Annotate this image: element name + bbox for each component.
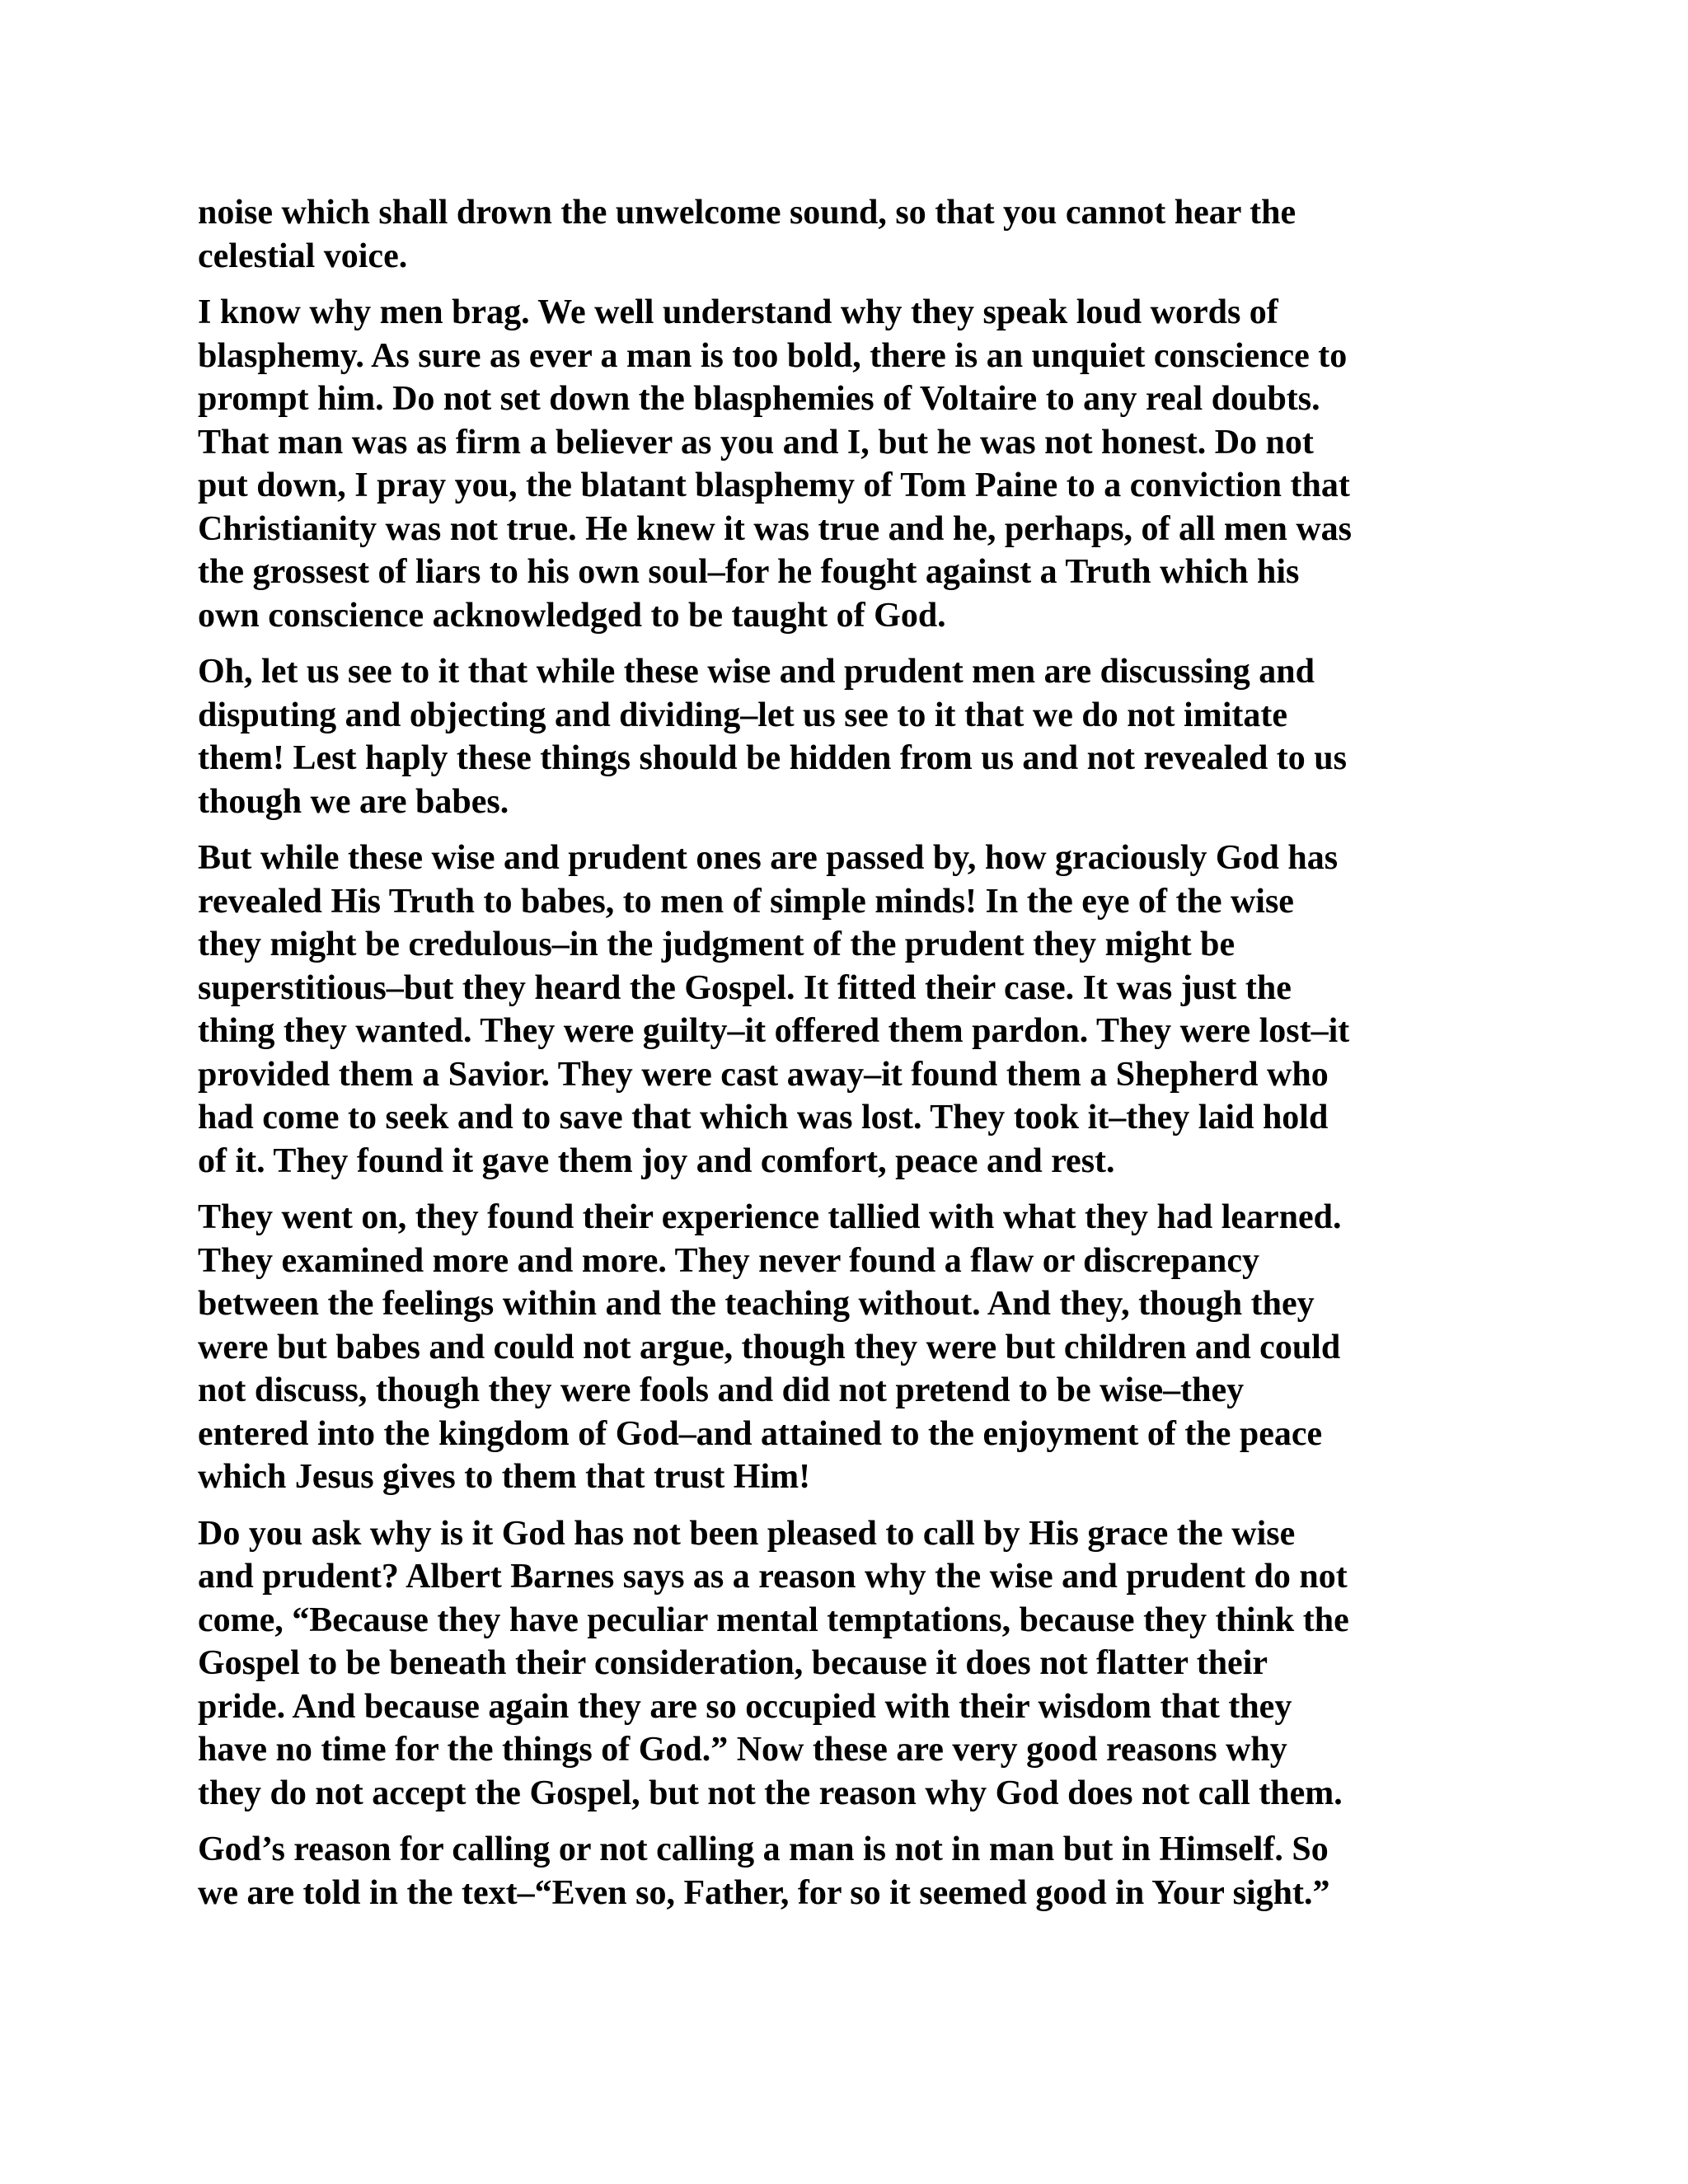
text-line: come, “Because they have peculiar mental temptations, because they think the (198, 1601, 1349, 1639)
text-line: God’s reason for calling or not calling a man is not in man but in Himself. So (198, 1830, 1329, 1868)
text-line: which Jesus gives to them that trust Him! (198, 1458, 811, 1496)
text-line: have no time for the things of God.” Now these are very good reasons why (198, 1731, 1287, 1769)
text-line: put down, I pray you, the blatant blasphemy of Tom Paine to a conviction that (198, 466, 1350, 504)
text-line: Oh, let us see to it that while these wise and prudent men are discussing and (198, 653, 1315, 691)
text-line: though we are babes. (198, 782, 509, 821)
paragraph (198, 291, 1500, 637)
text-line: them! Lest haply these things should be hidden from us and not revealed to us (198, 739, 1347, 777)
paragraph (198, 1828, 1500, 1915)
text-line: and prudent? Albert Barnes says as a reason why the wise and prudent do not (198, 1558, 1348, 1596)
text-line: were but babes and could not argue, though they were but children and could (198, 1328, 1341, 1366)
text-line: They examined more and more. They never found a flaw or discrepancy (198, 1241, 1260, 1280)
paragraph (198, 1512, 1500, 1816)
text-line: I know why men brag. We well understand why they speak loud words of (198, 293, 1278, 331)
text-line: prompt him. Do not set down the blasphemies of Voltaire to any real doubts. (198, 380, 1320, 418)
text-line: noise which shall drown the unwelcome sound, so that you cannot hear the (198, 194, 1296, 232)
text-line: pride. And because again they are so occupied with their wisdom that they (198, 1687, 1292, 1726)
paragraph (198, 191, 1500, 278)
text-line: between the feelings within and the teaching without. And they, though they (198, 1285, 1315, 1323)
text-line: revealed His Truth to babes, to men of simple minds! In the eye of the wise (198, 882, 1294, 921)
paragraph (198, 1196, 1500, 1499)
text-line: thing they wanted. They were guilty–it offered them pardon. They were lost–it (198, 1012, 1350, 1050)
text-line: not discuss, though they were fools and did not pretend to be wise–they (198, 1371, 1245, 1409)
text-line: disputing and objecting and dividing–let us see to it that we do not imitate (198, 696, 1287, 734)
text-line: Gospel to be beneath their consideration, because it does not flatter their (198, 1644, 1268, 1682)
text-line: the grossest of liars to his own soul–for he fought against a Truth which his (198, 553, 1300, 591)
text-line: blasphemy. As sure as ever a man is too bold, there is an unquiet conscience to (198, 336, 1348, 375)
text-line: of it. They found it gave them joy and comfort, peace and rest. (198, 1141, 1115, 1180)
text-line: provided them a Savior. They were cast away–it found them a Shepherd who (198, 1055, 1329, 1094)
text-line: Christianity was not true. He knew it was true and he, perhaps, of all men was (198, 509, 1353, 548)
text-line: they do not accept the Gospel, but not the reason why God does not call them. (198, 1774, 1343, 1812)
text-line: own conscience acknowledged to be taught of God. (198, 596, 946, 635)
text-line: superstitious–but they heard the Gospel. It fitted their case. It was just the (198, 968, 1292, 1007)
text-line: entered into the kingdom of God–and attained to the enjoyment of the peace (198, 1414, 1323, 1453)
text-line: celestial voice. (198, 237, 408, 275)
text-line: But while these wise and prudent ones are passed by, how graciously God has (198, 839, 1339, 877)
text-line: They went on, they found their experience tallied with what they had learned. (198, 1198, 1342, 1236)
paragraph (198, 837, 1500, 1183)
text-line: Do you ask why is it God has not been pleased to call by His grace the wise (198, 1514, 1296, 1553)
text-line: we are told in the text–“Even so, Father, for so it seemed good in Your sight.” (198, 1873, 1330, 1912)
text-line: That man was as firm a believer as you and I, but he was not honest. Do not (198, 423, 1314, 462)
text-line: had come to seek and to save that which was lost. They took it–they laid hold (198, 1099, 1329, 1137)
paragraph (198, 650, 1500, 823)
document-page (198, 191, 1500, 1928)
text-line: they might be credulous–in the judgment of the prudent they might be (198, 926, 1236, 963)
